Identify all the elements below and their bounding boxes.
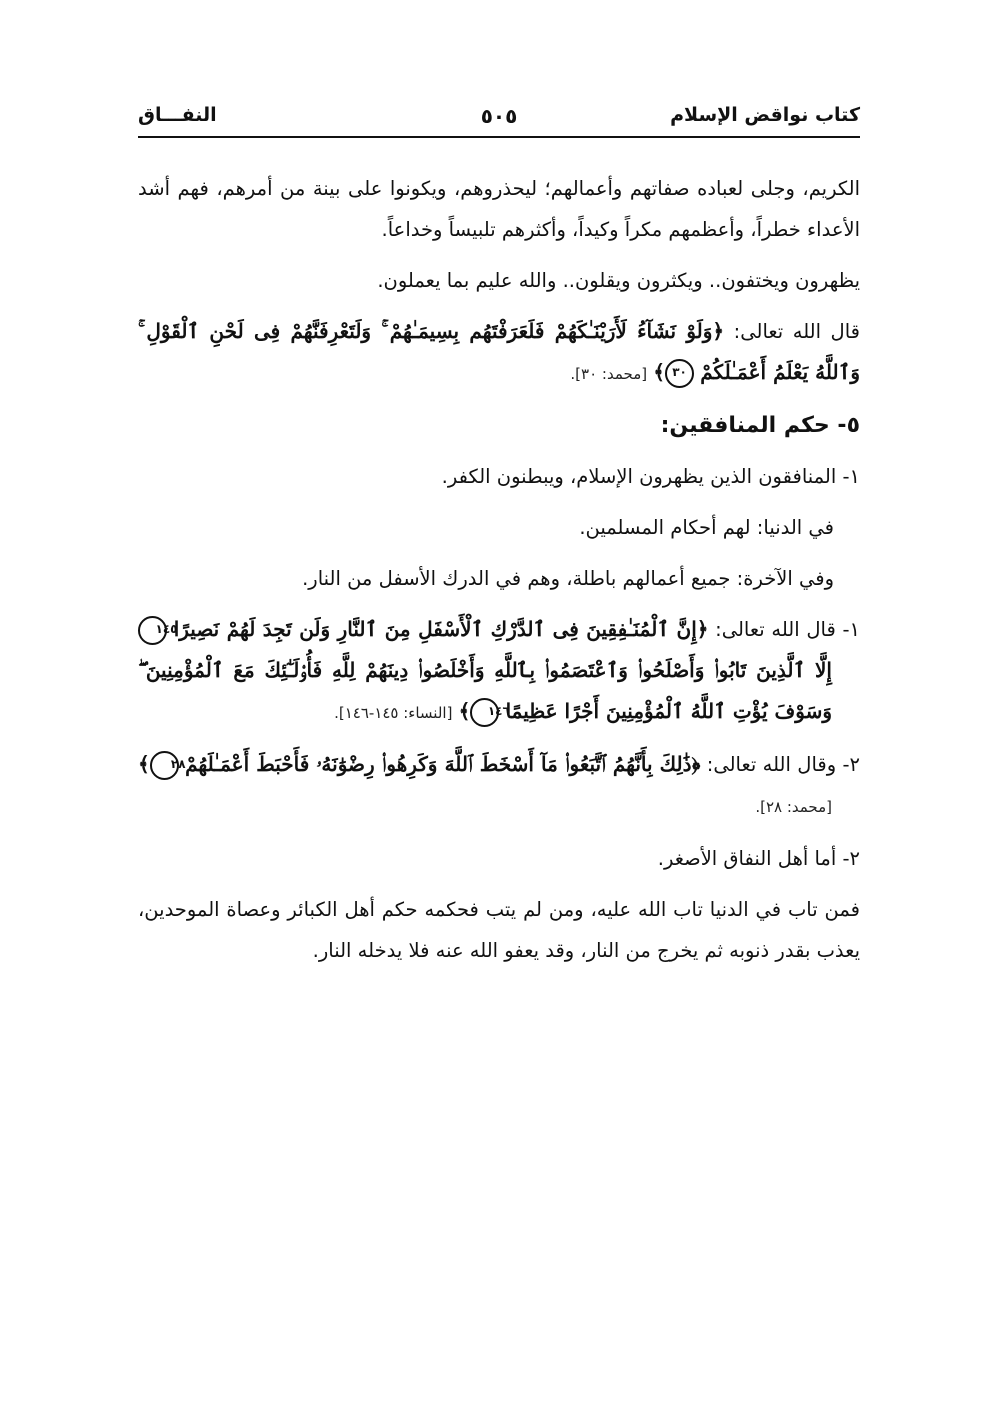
verse-reference: [النساء: ١٤٥-١٤٦]. [334, 704, 453, 722]
verse-close-bracket: ﴾ [653, 360, 666, 384]
verse-intro: ١- قال الله تعالى: [708, 618, 860, 641]
verse-reference: [محمد: ٣٠]. [570, 365, 648, 383]
list-item-minor-hypocrisy: ٢- أما أهل النفاق الأصغر. [657, 847, 860, 870]
chapter-title: النفـــاق [138, 104, 217, 126]
ayah-number-marker: ١٤٦ [470, 698, 499, 727]
quran-verse: ﴿ذَٰلِكَ بِأَنَّهُمُ ٱتَّبَعُوا۟ مَآ أَسْخَطَ ٱللَّهَ وَكَرِهُوا۟ رِضْوَٰنَهُۥ فَأَحْبَطَ أَعْمَـٰلَهُمْ [185, 752, 701, 776]
header-divider [138, 136, 860, 138]
verse-intro: قال الله تعالى: [724, 320, 860, 343]
page-number: ٥٠٥ [480, 104, 518, 128]
verse-item-nisa [138, 609, 860, 734]
section-heading: ٥- حكم المنافقين: [660, 413, 860, 438]
quran-verse-146: إِلَّا ٱلَّذِينَ تَابُوا۟ وَأَصْلَحُوا۟ وَٱعْتَصَمُوا۟ بِٱللَّهِ وَأَخْلَصُوا۟ دِينَهُمْ لِلَّهِ فَأُو۟لَـٰٓئِكَ مَعَ ٱلْمُؤْمِنِينَ ۖ وَسَوْفَ يُؤْتِ ٱللَّهُ ٱلْمُؤْمِنِينَ أَجْرًا عَظِيمًا [138, 658, 832, 723]
quran-verse-145: ﴿إِنَّ ٱلْمُنَـٰفِقِينَ فِى ٱلدَّرْكِ ٱلْأَسْفَلِ مِنَ ٱلنَّارِ وَلَن تَجِدَ لَهُمْ نَصِيرًا [173, 617, 709, 641]
page-header [138, 104, 860, 136]
ruling-dunya: في الدنيا: لهم أحكام المسلمين. [579, 516, 834, 539]
book-title: كتاب نواقض الإسلام [670, 104, 860, 126]
paragraph-appear: يظهرون ويختفون.. ويكثرون ويقلون.. والله عليم بما يعملون. [377, 269, 860, 292]
list-item-major-hypocrites: ١- المنافقون الذين يظهرون الإسلام، ويبطنون الكفر. [441, 465, 860, 488]
verse-close-bracket: ﴾ [458, 699, 471, 723]
page-body [138, 168, 860, 981]
ayah-number-marker: ٣٠ [665, 359, 694, 388]
quran-verse: ﴿وَلَوْ نَشَآءُ لَأَرَيْنَـٰكَهُمْ فَلَعَرَفْتَهُم بِسِيمَـٰهُمْ ۚ وَلَتَعْرِفَنَّهُمْ فِى لَحْنِ ٱلْقَوْلِ ۚ وَٱللَّهُ يَعْلَمُ أَعْمَـٰلَكُمْ [138, 319, 860, 384]
paragraph-minor-ruling: فمن تاب في الدنيا تاب الله عليه، ومن لم يتب فحكمه حكم أهل الكبائر وعصاة الموحدين، يعذب بقدر ذنوبه ثم يخرج من النار، وقد يعفو الله عنه فلا يدخله النار. [138, 898, 860, 962]
paragraph-intro: الكريم، وجلى لعباده صفاتهم وأعمالهم؛ ليحذروهم، ويكونوا على بينة من أمرهم، فهم أشد الأعداء خطراً، وأعظمهم مكراً وكيداً، وأكثرهم تلبيساً وخداعاً. [138, 177, 860, 241]
verse-reference: [محمد: ٢٨]. [755, 798, 832, 816]
verse-item-muhammad-28 [138, 744, 860, 828]
paragraph-verse-muhammad-30 [138, 311, 860, 395]
verse-close-bracket: ﴾ [138, 752, 150, 776]
ayah-number-marker: ٢٨ [150, 751, 179, 780]
ayah-number-marker: ١٤٥ [138, 616, 167, 645]
verse-intro: ٢- وقال الله تعالى: [700, 753, 860, 776]
ruling-akhira: وفي الآخرة: جميع أعمالهم باطلة، وهم في الدرك الأسفل من النار. [302, 567, 834, 590]
